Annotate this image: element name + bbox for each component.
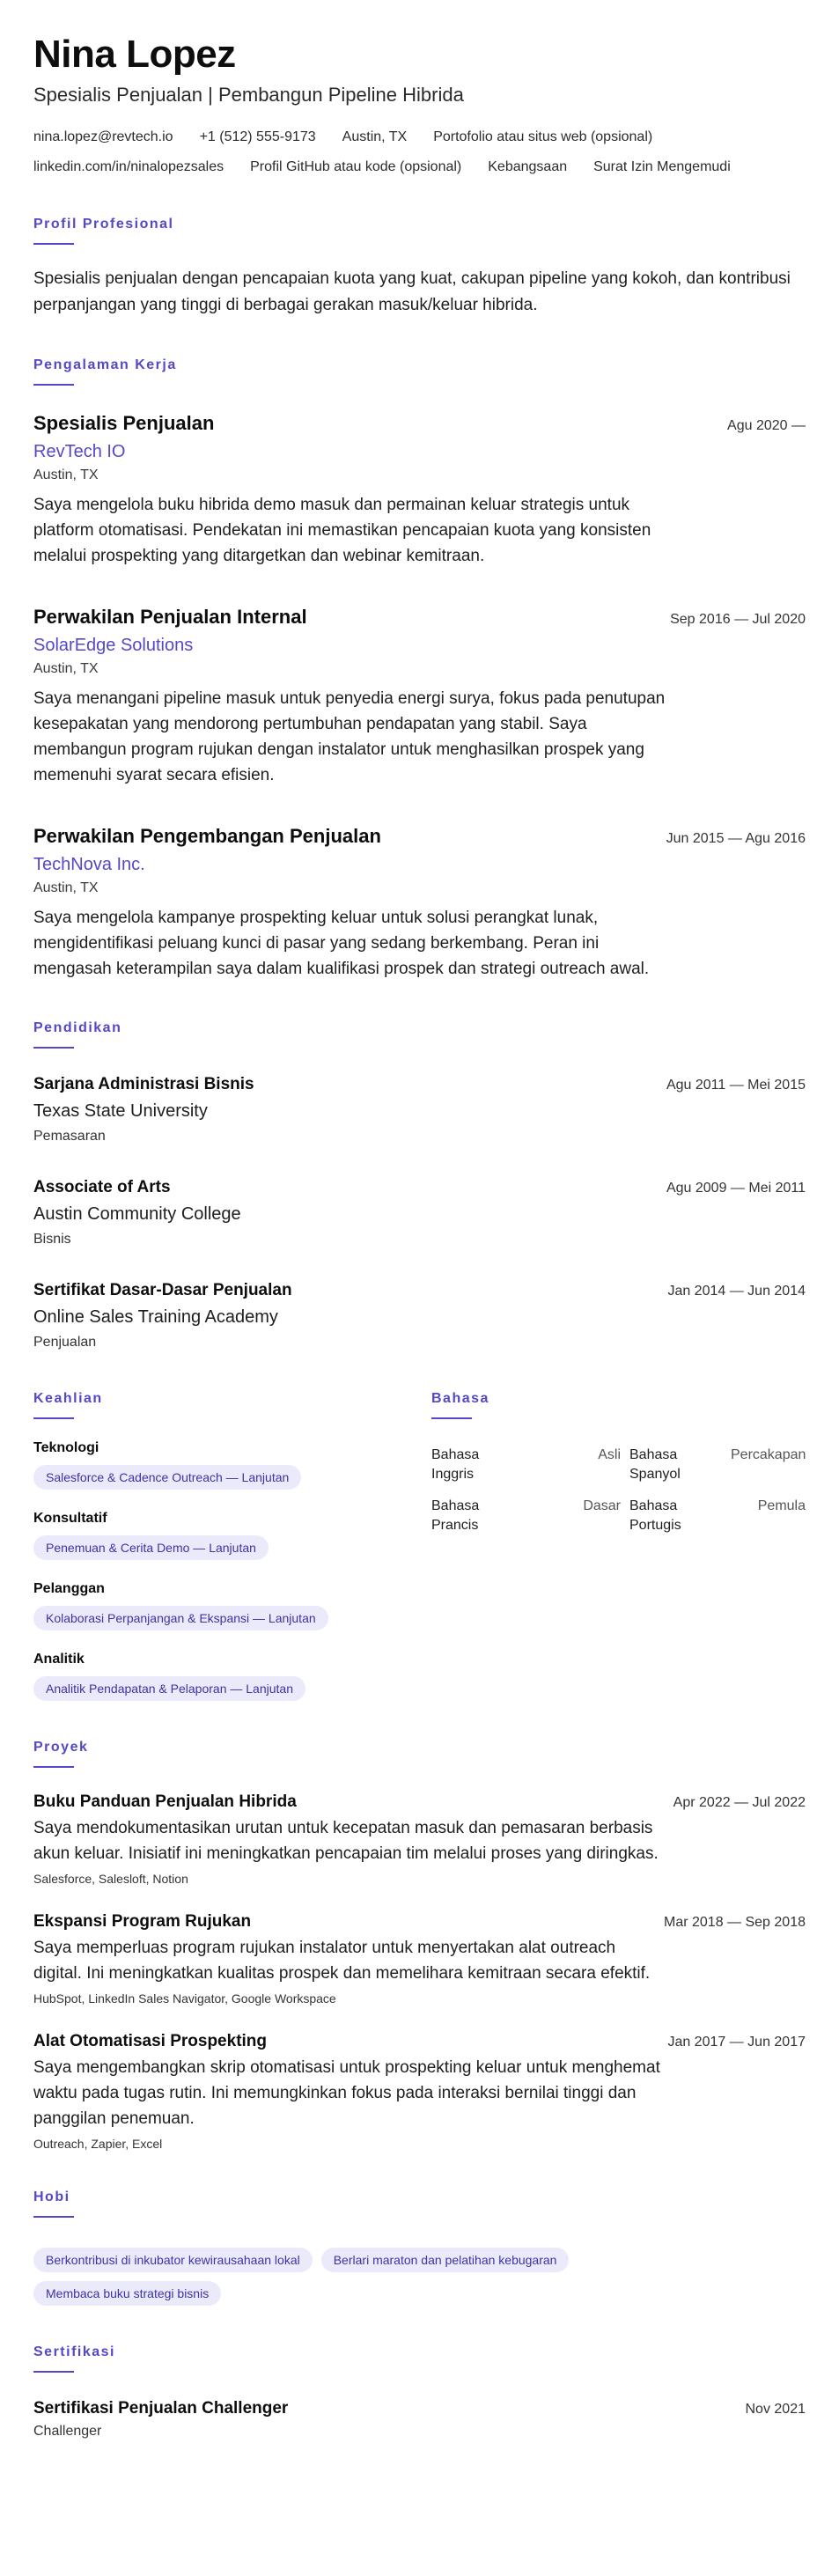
contact-nationality: Kebangsaan	[488, 159, 568, 174]
section-heading: Keahlian	[33, 1391, 103, 1406]
hobby-list	[33, 2239, 806, 2306]
skills-languages-row	[33, 1391, 806, 1701]
certification-title: Sertifikasi Penjualan Challenger	[33, 2399, 289, 2418]
edu-school: Austin Community College	[33, 1204, 241, 1224]
skill-chip: Salesforce & Cadence Outreach — Lanjutan	[33, 1465, 301, 1490]
hobbies-section	[33, 2190, 806, 2306]
candidate-name: Nina Lopez	[33, 33, 236, 76]
edu-degree: Associate of Arts	[33, 1178, 171, 1196]
candidate-title: Spesialis Penjualan | Pembangun Pipeline Hibrida	[33, 84, 464, 106]
job-entry	[33, 412, 806, 569]
edu-school: Online Sales Training Academy	[33, 1307, 278, 1327]
profile-summary: Spesialis penjualan dengan pencapaian kuota yang kuat, cakupan pipeline yang kokoh, dan kontribusi perpanjangan yang tinggi di berbagai gerakan masuk/keluar hibrida.	[33, 269, 791, 314]
project-tools: Outreach, Zapier, Excel	[33, 2137, 163, 2151]
language-level: Dasar	[583, 1498, 621, 1513]
edu-dates: Agu 2009 — Mei 2011	[666, 1181, 806, 1196]
job-dates: Sep 2016 — Jul 2020	[670, 612, 806, 627]
contact-driving-license: Surat Izin Mengemudi	[593, 159, 731, 174]
hobby-chip: Membaca buku strategi bisnis	[33, 2281, 221, 2306]
section-heading: Pengalaman Kerja	[33, 357, 177, 372]
section-divider	[431, 1417, 472, 1419]
section-heading: Bahasa	[431, 1391, 489, 1406]
section-divider	[33, 2216, 74, 2218]
job-location: Austin, TX	[33, 880, 99, 895]
project-dates: Jan 2017 — Jun 2017	[667, 2035, 806, 2050]
project-entry	[33, 2032, 806, 2151]
section-divider	[33, 2371, 74, 2373]
profile-section	[33, 217, 806, 319]
job-title: Perwakilan Penjualan Internal	[33, 606, 307, 628]
language-name: Bahasa Portugis	[629, 1498, 681, 1533]
certification-entry	[33, 2399, 806, 2440]
section-divider	[33, 384, 74, 386]
job-title: Perwakilan Pengembangan Penjualan	[33, 825, 381, 847]
skill-group	[33, 1440, 431, 1490]
resume-header	[33, 33, 806, 178]
edu-dates: Agu 2011 — Mei 2015	[666, 1078, 806, 1093]
project-description: Saya memperluas program rujukan instalator untuk menyertakan alat outreach digital. Ini meningkatkan kualitas prospek dan memelihara kemitraan secara efektif.	[33, 1939, 651, 1983]
contact-phone[interactable]: +1 (512) 555-9173	[199, 129, 316, 144]
skill-group	[33, 1511, 431, 1560]
hobby-chip: Berkontribusi di inkubator kewirausahaan lokal	[33, 2248, 313, 2272]
job-company: TechNova Inc.	[33, 855, 145, 874]
certification-date: Nov 2021	[745, 2402, 806, 2417]
project-title: Buku Panduan Penjualan Hibrida	[33, 1792, 297, 1811]
projects-section	[33, 1740, 806, 2151]
project-title: Alat Otomatisasi Prospekting	[33, 2032, 268, 2050]
project-dates: Mar 2018 — Sep 2018	[664, 1915, 806, 1930]
job-dates: Jun 2015 — Agu 2016	[666, 831, 806, 846]
languages-section	[431, 1391, 806, 1701]
edu-dates: Jan 2014 — Jun 2014	[667, 1284, 806, 1299]
job-entry	[33, 825, 806, 982]
job-company: RevTech IO	[33, 442, 126, 461]
skill-group	[33, 1652, 431, 1701]
section-heading: Proyek	[33, 1740, 89, 1755]
language-name: Bahasa Prancis	[431, 1498, 480, 1533]
experience-section	[33, 357, 806, 982]
contact-portfolio[interactable]: Portofolio atau situs web (opsional)	[433, 129, 653, 144]
education-entry	[33, 1178, 806, 1248]
section-divider	[33, 243, 74, 245]
edu-field: Penjualan	[33, 1335, 97, 1350]
project-description: Saya mengembangkan skrip otomatisasi untuk prospekting keluar untuk menghemat waktu pada tugas rutin. Ini memungkinkan fokus pada interaksi bernilai tinggi dan panggilan penemuan.	[33, 2058, 660, 2128]
edu-school: Texas State University	[33, 1101, 208, 1121]
contact-github[interactable]: Profil GitHub atau kode (opsional)	[250, 159, 462, 174]
section-divider	[33, 1417, 74, 1419]
skill-group	[33, 1581, 431, 1630]
section-divider	[33, 1047, 74, 1049]
skill-chip: Kolaborasi Perpanjangan & Ekspansi — Lanjutan	[33, 1606, 328, 1630]
job-dates: Agu 2020 —	[727, 418, 806, 433]
edu-degree: Sarjana Administrasi Bisnis	[33, 1075, 254, 1093]
section-heading: Sertifikasi	[33, 2344, 115, 2359]
edu-field: Bisnis	[33, 1232, 71, 1247]
job-description: Saya menangani pipeline masuk untuk penyedia energi surya, fokus pada penutupan kesepakatan yang mendorong pertumbuhan pendapatan yang stabil. Saya membangun program rujukan dengan instalator untuk menghasilkan prospek yang memenuhi syarat secara efisien.	[33, 689, 666, 784]
project-tools: Salesforce, Salesloft, Notion	[33, 1872, 188, 1886]
job-company: SolarEdge Solutions	[33, 636, 194, 655]
skill-chip: Analitik Pendapatan & Pelaporan — Lanjutan	[33, 1676, 305, 1701]
edu-degree: Sertifikat Dasar-Dasar Penjualan	[33, 1281, 292, 1299]
section-heading: Hobi	[33, 2190, 70, 2204]
contact-location: Austin, TX	[342, 129, 408, 144]
education-section	[33, 1020, 806, 1351]
language-name: Bahasa Spanyol	[629, 1447, 681, 1482]
job-location: Austin, TX	[33, 661, 99, 676]
language-name: Bahasa Inggris	[431, 1447, 480, 1482]
language-level: Pemula	[757, 1498, 806, 1513]
certification-issuer: Challenger	[33, 2424, 102, 2439]
language-list	[431, 1446, 806, 1535]
edu-field: Pemasaran	[33, 1129, 106, 1144]
skills-section	[33, 1391, 431, 1701]
project-tools: HubSpot, LinkedIn Sales Navigator, Google Workspace	[33, 1991, 336, 2006]
skill-category: Pelanggan	[33, 1581, 105, 1596]
project-dates: Apr 2022 — Jul 2022	[673, 1795, 806, 1810]
job-title: Spesialis Penjualan	[33, 412, 215, 434]
job-entry	[33, 606, 806, 788]
contact-linkedin[interactable]: linkedin.com/in/ninalopezsales	[33, 159, 224, 174]
section-heading: Pendidikan	[33, 1020, 122, 1035]
job-location: Austin, TX	[33, 467, 99, 482]
skill-category: Analitik	[33, 1652, 85, 1667]
section-divider	[33, 1766, 74, 1768]
language-level: Asli	[598, 1447, 621, 1462]
language-level: Percakapan	[731, 1447, 806, 1462]
contact-list	[33, 127, 806, 178]
project-title: Ekspansi Program Rujukan	[33, 1912, 252, 1931]
hobby-chip: Berlari maraton dan pelatihan kebugaran	[321, 2248, 570, 2272]
contact-email[interactable]: nina.lopez@revtech.io	[33, 129, 173, 144]
section-heading: Profil Profesional	[33, 217, 174, 232]
project-entry	[33, 1792, 806, 1886]
job-description: Saya mengelola buku hibrida demo masuk dan permainan keluar strategis untuk platform otomatisasi. Pendekatan ini memastikan pencapaian kuota yang konsisten melalui prospekting yang ditargetkan dan webinar kemitraan.	[33, 496, 651, 565]
certifications-section	[33, 2344, 806, 2440]
education-entry	[33, 1075, 806, 1144]
skill-category: Teknologi	[33, 1440, 99, 1455]
education-entry	[33, 1281, 806, 1351]
project-entry	[33, 1912, 806, 2006]
skill-chip: Penemuan & Cerita Demo — Lanjutan	[33, 1535, 269, 1560]
project-description: Saya mendokumentasikan urutan untuk kecepatan masuk dan pemasaran berbasis akun keluar. Inisiatif ini meningkatkan pencapaian tim melalui proses yang diringkas.	[33, 1819, 659, 1863]
job-description: Saya mengelola kampanye prospekting keluar untuk solusi perangkat lunak, mengidentifikasi peluang kunci di pasar yang sedang berkembang. Peran ini mengasah keterampilan saya dalam kualifikasi prospek dan strategi outreach awal.	[33, 909, 650, 978]
skill-category: Konsultatif	[33, 1511, 107, 1526]
